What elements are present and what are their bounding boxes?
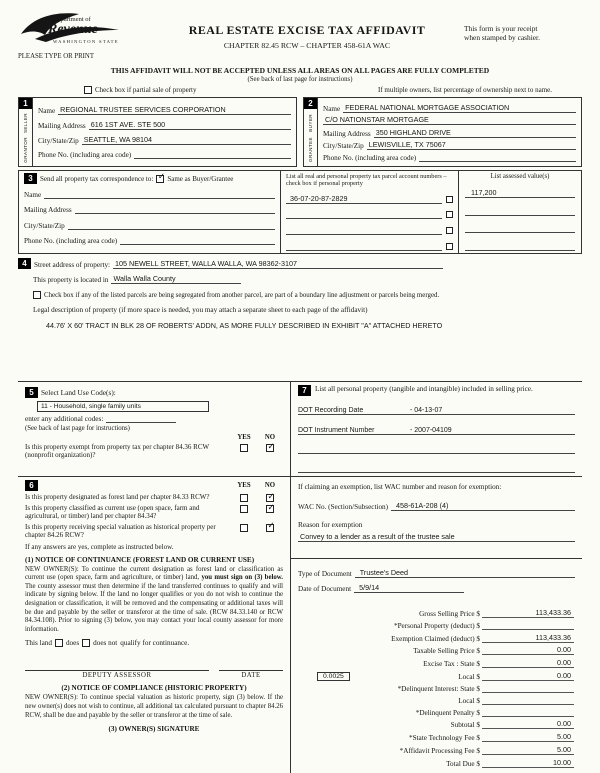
assessed-value-field-4[interactable] — [465, 242, 575, 251]
dot-recording-date-label: DOT Recording Date — [298, 407, 364, 415]
receipt-note-line2: when stamped by cashier. — [464, 32, 540, 42]
assessor-date-label: DATE — [241, 672, 261, 680]
correspondence-label: Send all property tax correspondence to: — [40, 174, 154, 183]
historic-question: Is this property receiving special valuation as historical property per chapter 84.26 RCW? — [25, 522, 216, 540]
does-qualify-checkbox[interactable] — [55, 639, 63, 647]
total-due-field[interactable]: 10.00 — [482, 758, 574, 768]
assessed-value-field-2[interactable] — [465, 207, 575, 216]
date-of-document-label: Date of Document — [298, 585, 352, 593]
title-block — [150, 10, 464, 50]
seller-grantor-section — [18, 97, 297, 167]
assessed-value-field-3[interactable] — [465, 224, 575, 233]
local-excise-tax-field[interactable]: 0.00 — [482, 671, 574, 681]
see-back-note: (See back of last page for instructions) — [247, 76, 353, 83]
seller-name-field[interactable]: REGIONAL TRUSTEE SERVICES CORPORATION — [58, 105, 291, 115]
assessor-date-line[interactable] — [219, 661, 283, 671]
assessed-value-field-1[interactable]: 117,200 — [465, 188, 575, 198]
left-column — [18, 382, 290, 773]
historic-yes-checkbox[interactable] — [240, 524, 248, 532]
street-address-field[interactable]: 105 NEWELL STREET, WALLA WALLA, WA 98362-3107 — [113, 259, 443, 269]
partial-sale-row — [18, 86, 582, 94]
assessor-signature-row — [25, 661, 283, 679]
exempt-question-row — [25, 443, 283, 460]
parcel-column — [281, 171, 459, 253]
yes-no-header-6 — [231, 482, 283, 489]
parcel-header: List all real and personal property tax parcel account numbers – check box if personal property — [286, 173, 447, 188]
yes-header-6: YES — [237, 482, 251, 489]
total-due-label: Total Due $ — [446, 759, 480, 768]
personal-property-deduct-label: *Personal Property (deduct) $ — [393, 621, 480, 630]
current-use-yes-checkbox[interactable] — [240, 505, 248, 513]
reason-for-exemption-field[interactable]: Convey to a lender as a result of the trustee sale — [298, 532, 575, 542]
buyer-name-field[interactable]: FEDERAL NATIONAL MORTGAGE ASSOCIATION — [343, 103, 576, 113]
does-not-qualify-checkbox[interactable] — [82, 639, 90, 647]
affidavit-processing-fee-field[interactable]: 5.00 — [482, 745, 574, 755]
buyer-city-field[interactable]: LEWISVILLE, TX 75067 — [367, 140, 576, 150]
corr-city-field[interactable] — [68, 221, 275, 230]
assessed-value-header: List assessed value(s) — [490, 173, 550, 180]
state-technology-fee-label: *State Technology Fee $ — [408, 734, 480, 743]
segregated-checkbox[interactable] — [33, 291, 41, 299]
seller-city-field[interactable]: SEATTLE, WA 98104 — [82, 135, 291, 145]
yes-header: YES — [237, 434, 251, 441]
corr-name-label: Name — [24, 191, 42, 200]
taxable-selling-price-field[interactable]: 0.00 — [482, 645, 574, 655]
form-title: REAL ESTATE EXCISE TAX AFFIDAVIT — [188, 23, 426, 37]
street-address-label: Street address of property: — [34, 261, 111, 269]
same-as-buyer-checkbox[interactable] — [156, 175, 164, 183]
seller-phone-field[interactable] — [134, 150, 291, 159]
personal-property-deduct-field[interactable] — [482, 621, 574, 630]
exemption-header: If claiming an exemption, list WAC number and reason for exemption: — [298, 483, 502, 491]
does-not-label: does not — [93, 639, 118, 648]
exemption-claimed-field[interactable]: 113,433.36 — [482, 633, 574, 643]
section-2-badge: 2 — [304, 98, 317, 109]
delinquent-interest-state-field[interactable] — [482, 684, 574, 693]
forest-land-question: Is this property designated as forest land per chapter 84.33 RCW? — [25, 493, 210, 501]
parcel-number-field-4[interactable] — [286, 242, 442, 251]
buyer-name-label: Name — [323, 104, 341, 113]
subtotal-field[interactable]: 0.00 — [482, 719, 574, 729]
personal-property-header: List all personal property (tangible and intangible) included in selling price. — [315, 385, 533, 393]
right-column — [290, 382, 582, 773]
deputy-assessor-signature-line[interactable] — [25, 661, 209, 671]
buyer-mailing-label: Mailing Address — [323, 129, 371, 138]
receipt-note-line1: This form is your receipt — [464, 24, 538, 33]
chapter-line: CHAPTER 82.45 RCW – CHAPTER 458-61A WAC — [223, 41, 391, 50]
logo-dept-text: Department of — [53, 16, 91, 23]
logo-name-text: Revenue — [48, 22, 98, 37]
parcel-number-field-1[interactable]: 36-07-20-87-2829 — [286, 194, 442, 204]
state-excise-tax-field[interactable]: 0.00 — [482, 658, 574, 668]
wac-number-label: WAC No. (Section/Subsection) — [298, 503, 389, 511]
exempt-no-checkbox[interactable] — [266, 444, 274, 452]
bottom-columns — [18, 381, 582, 773]
type-of-document-field[interactable]: Trustee's Deed — [355, 568, 575, 578]
parcel-number-field-3[interactable] — [286, 226, 442, 235]
section-3 — [18, 170, 582, 254]
no-header: NO — [264, 434, 276, 441]
seller-side-label: SELLER GRANTOR — [23, 113, 28, 163]
historic-no-checkbox[interactable] — [266, 524, 274, 532]
additional-codes-label: enter any additional codes: — [25, 414, 104, 423]
additional-codes-field[interactable] — [106, 415, 176, 423]
personal-property-checkbox-1[interactable] — [446, 196, 453, 203]
qualify-label: qualify for continuance. — [120, 639, 190, 648]
land-use-label: Select Land Use Code(s): — [41, 388, 116, 397]
buyer-side-label: BUYER GRANTEE — [308, 114, 313, 162]
buyer-fields — [318, 98, 581, 166]
notice-continuance-body: NEW OWNER(S): To continue the current designation as forest land or classification as current use (open space, farm and agriculture, or timber) land, you must sign on (3) below. The county assessor must then determine if the land transferred continues to qualify and will indicate by signing below. If the land no longer qualifies or you do not wish to continue the designation or classification, it will be removed and the compensating or additional taxes will be due and payable by the seller or transferor at the time of sale. (RCW 84.33.140 or RCW 84.34.108). Prior to signing (3) below, you may contact your local county assessor for more information. — [25, 565, 283, 633]
section-6-badge: 6 — [25, 480, 38, 491]
buyer-phone-field[interactable] — [419, 153, 576, 162]
delinquent-interest-local-label: Local $ — [458, 696, 480, 705]
personal-property-checkbox-4[interactable] — [446, 243, 453, 250]
section-5-badge: 5 — [25, 387, 38, 398]
section-4-badge: 4 — [18, 258, 31, 269]
wac-number-field[interactable]: 458-61A-208 (4) — [391, 501, 575, 511]
corr-mailing-label: Mailing Address — [24, 206, 72, 215]
same-as-buyer-label: Same as Buyer/Grantee — [167, 174, 234, 183]
section-5 — [18, 382, 290, 477]
section-6 — [18, 477, 290, 773]
document-block — [291, 559, 582, 603]
delinquent-interest-local-field[interactable] — [482, 696, 574, 705]
please-type-label: PLEASE TYPE OR PRINT — [18, 53, 94, 60]
form-header — [18, 10, 582, 64]
notice-continuance-title: (1) NOTICE OF CONTINUANCE (FOREST LAND OR CURRENT USE) — [25, 555, 255, 564]
corr-mailing-field[interactable] — [75, 205, 275, 214]
dot-instrument-number-value[interactable]: - 2007-04109 — [410, 426, 452, 434]
notice-compliance-title: (2) NOTICE OF COMPLIANCE (HISTORIC PROPERTY) — [61, 684, 247, 693]
section-1-badge: 1 — [19, 98, 32, 109]
buyer-care-of-field[interactable]: C/O NATIONSTAR MORTGAGE — [323, 115, 576, 125]
parcel-number-field-2[interactable] — [286, 210, 442, 219]
exempt-question: Is this property exempt from property tax per chapter 84.36 RCW (nonprofit organization)? — [25, 443, 209, 460]
seller-mailing-field[interactable]: 616 1ST AVE. STE 500 — [89, 120, 291, 130]
parties-row — [18, 97, 582, 167]
money-table — [291, 603, 582, 773]
see-back-note-2: (See back of last page for instructions) — [25, 425, 130, 432]
section-3-badge: 3 — [24, 173, 37, 184]
current-use-question: Is this property classified as current use (open space, farm and agricultural, or timber) land per chapter 84.34? — [25, 504, 200, 521]
correspondence-column — [19, 171, 281, 253]
exemption-claimed-label: Exemption Claimed (deduct) $ — [391, 634, 480, 643]
owners-signature-title: (3) OWNER(S) SIGNATURE — [108, 725, 200, 734]
corr-name-field[interactable] — [44, 190, 275, 199]
personal-property-checkbox-3[interactable] — [446, 227, 453, 234]
seller-city-label: City/State/Zip — [38, 137, 79, 145]
dor-logo — [18, 10, 140, 50]
seller-fields — [33, 98, 296, 166]
if-yes-note: If any answers are yes, complete as instructed below. — [25, 542, 174, 551]
local-excise-tax-label: Local $ — [458, 673, 480, 682]
forest-no-checkbox[interactable] — [266, 494, 274, 502]
exemption-block — [291, 477, 582, 559]
state-technology-fee-field[interactable]: 5.00 — [482, 732, 574, 742]
yes-no-header-5 — [25, 434, 283, 441]
warning-text: THIS AFFIDAVIT WILL NOT BE ACCEPTED UNLESS ALL AREAS ON ALL PAGES ARE FULLY COMPLETED — [110, 66, 490, 75]
taxable-selling-price-label: Taxable Selling Price $ — [413, 647, 480, 656]
seller-mailing-label: Mailing Address — [38, 122, 86, 130]
dot-recording-date-value[interactable]: - 04-13-07 — [410, 407, 443, 415]
located-in-label: This property is located in — [33, 276, 109, 284]
delinquent-penalty-field[interactable] — [482, 708, 574, 717]
local-rate-box: 0.0025 — [317, 672, 350, 681]
current-use-question-row — [25, 504, 283, 521]
corr-city-label: City/State/Zip — [24, 221, 65, 230]
does-label: does — [65, 639, 80, 648]
section-7-badge: 7 — [298, 385, 311, 396]
buyer-phone-label: Phone No. (including area code) — [323, 153, 417, 162]
land-use-code-select[interactable]: 11 - Household, single family units — [37, 401, 209, 412]
date-of-document-field[interactable]: 5/9/14 — [354, 583, 464, 593]
seller-phone-label: Phone No. (including area code) — [38, 151, 132, 159]
segregated-label: Check box if any of the listed parcels are being segregated from another parcel, are part of a boundary line adjustment or parcels being merged. — [44, 291, 440, 299]
no-header-6: NO — [264, 482, 276, 489]
buyer-mailing-field[interactable]: 350 HIGHLAND DRIVE — [374, 128, 576, 138]
this-land-label: This land — [25, 639, 52, 648]
affidavit-processing-fee-label: *Affidavit Processing Fee $ — [399, 747, 480, 756]
delinquent-penalty-label: *Delinquent Penalty $ — [415, 708, 480, 717]
section-4 — [18, 258, 582, 376]
corr-phone-label: Phone No. (including area code) — [24, 236, 118, 245]
dot-instrument-number-label: DOT Instrument Number — [298, 426, 375, 434]
partial-sale-label: Check box if partial sale of property — [95, 86, 197, 94]
historic-question-row — [25, 523, 283, 540]
legal-description-label: Legal description of property (if more space is needed, you may attach a separate sheet to each page of the affidavit) — [33, 306, 368, 314]
deputy-assessor-label: DEPUTY ASSESSOR — [82, 672, 152, 680]
located-in-field[interactable]: Walla Walla County — [111, 274, 241, 284]
gross-selling-price-field[interactable]: 113,433.36 — [482, 608, 574, 618]
seller-name-label: Name — [38, 107, 56, 115]
personal-property-checkbox-2[interactable] — [446, 211, 453, 218]
exempt-yes-checkbox[interactable] — [240, 444, 248, 452]
subtotal-label: Subtotal $ — [450, 721, 480, 730]
current-use-no-checkbox[interactable] — [266, 505, 274, 513]
section-7 — [291, 382, 582, 477]
buyer-grantee-section — [303, 97, 582, 167]
reason-for-exemption-label: Reason for exemption — [298, 520, 363, 529]
type-of-document-label: Type of Document — [298, 570, 352, 578]
corr-phone-field[interactable] — [120, 236, 275, 245]
forest-yes-checkbox[interactable] — [240, 494, 248, 502]
receipt-note — [464, 10, 582, 43]
forest-land-question-row — [25, 493, 283, 502]
partial-sale-checkbox[interactable] — [84, 86, 92, 94]
logo-state-text: WASHINGTON STATE — [53, 39, 119, 44]
notice-compliance-body: NEW OWNER(S): To continue special valuation as historic property, sign (3) below. If the new owner(s) does not wish to continue, all additional tax calculated pursuant to chapter 84.26 RCW, shall be due and payable by the seller or transferor at the time of sale. — [25, 694, 283, 719]
state-excise-tax-label: Excise Tax : State $ — [423, 660, 480, 669]
legal-description-text[interactable]: 44.76' X 60' TRACT IN BLK 28 OF ROBERTS' ADDN, AS MORE FULLY DESCRIBED IN EXHIBIT "A" ATTACHED HERETO — [46, 321, 443, 330]
assessed-value-column — [459, 171, 581, 253]
multiple-owners-note: If multiple owners, list percentage of ownership next to name. — [378, 86, 552, 94]
buyer-city-label: City/State/Zip — [323, 142, 364, 150]
delinquent-interest-state-label: *Delinquent Interest: State $ — [397, 684, 480, 693]
continuance-row — [25, 639, 283, 647]
gross-selling-price-label: Gross Selling Price $ — [419, 609, 480, 618]
logo-column — [18, 10, 150, 60]
